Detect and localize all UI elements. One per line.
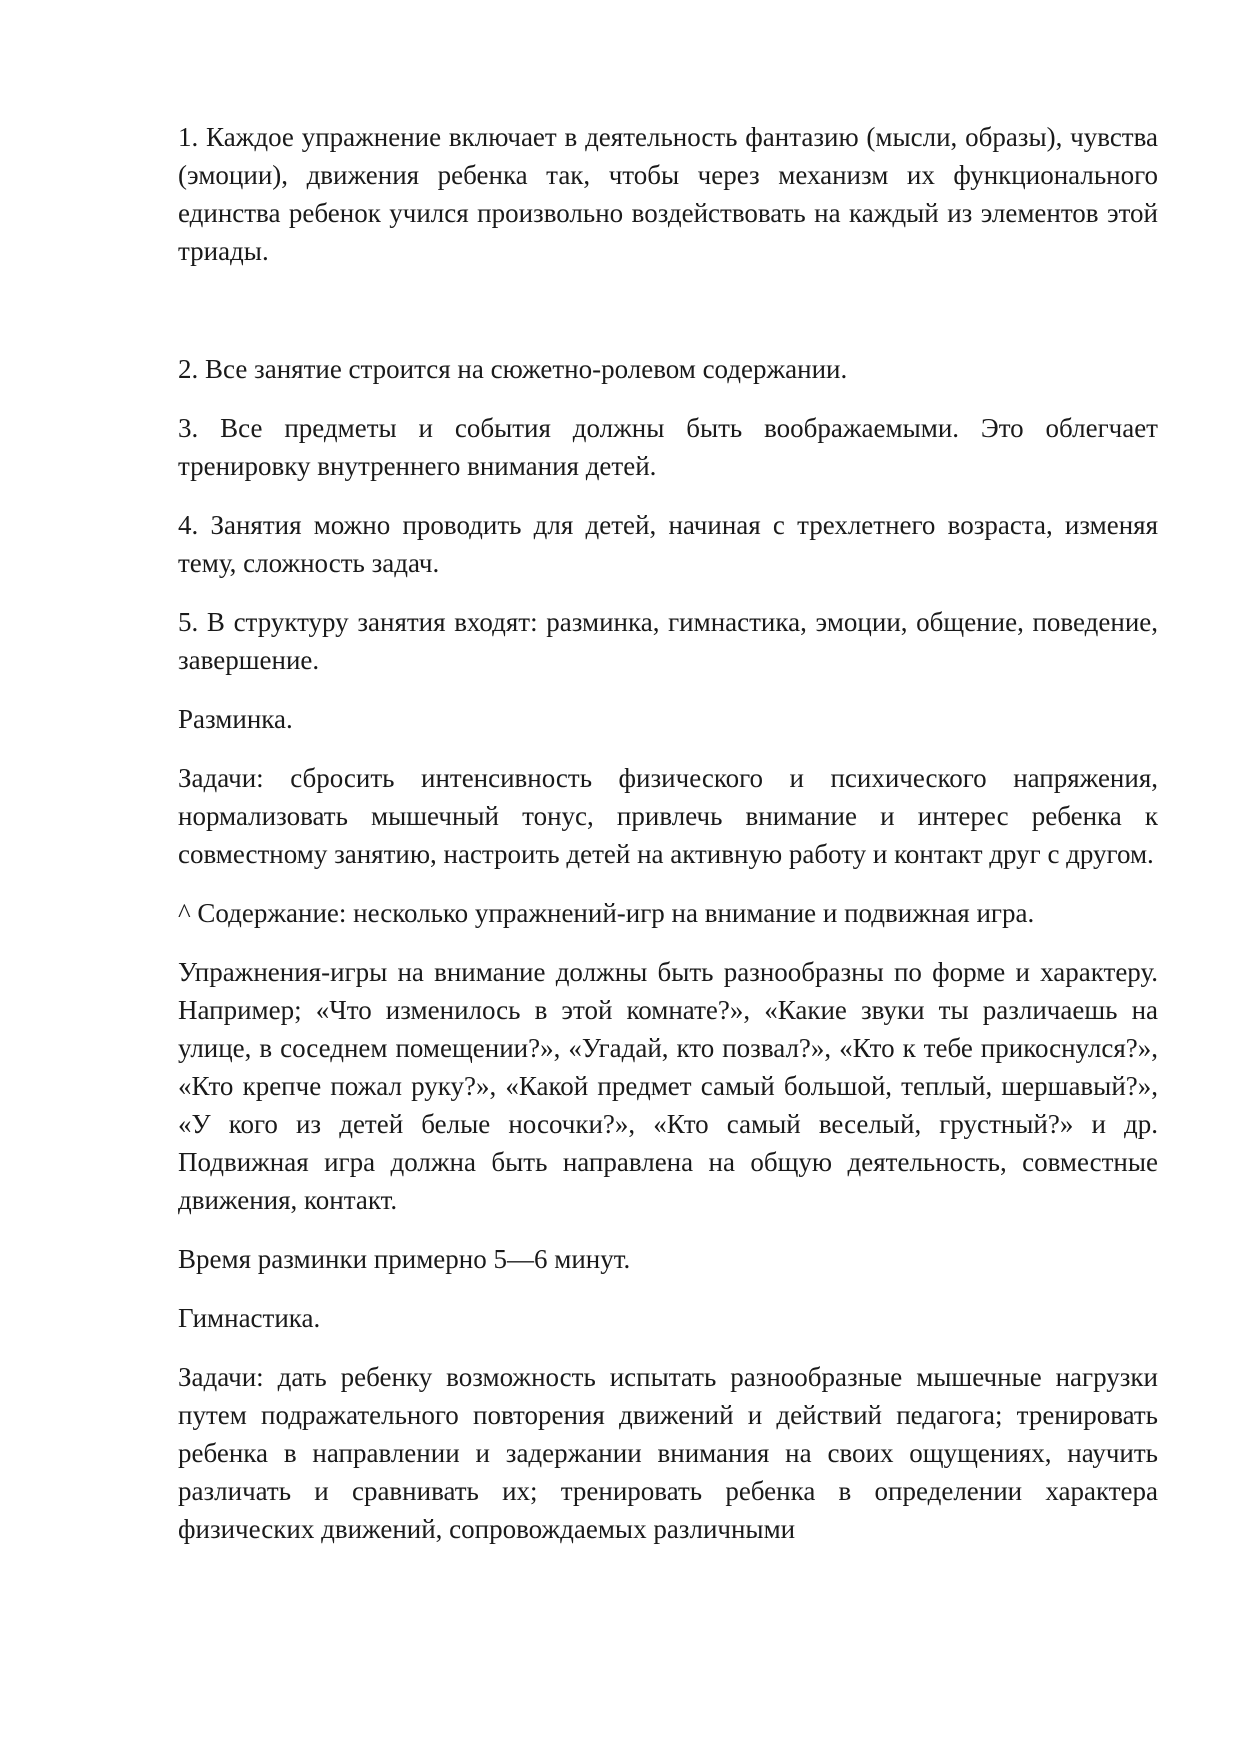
paragraph-item-3: 3. Все предметы и события должны быть воображаемыми. Это облегчает тренировку внутреннего внимания детей.: [178, 413, 1158, 481]
warmup-games-paragraph: Упражнения-игры на внимание должны быть разнообразны по форме и характеру. Например; «Что изменилось в этой комнате?», «Какие звуки ты различаешь на улице, в соседнем помещении?», «Угадай, кто позвал?», «Кто к тебе прикоснулся?», «Кто крепче пожал руку?», «Какой предмет самый большой, теплый, шершавый?», «У кого из детей белые носочки?», «Кто самый веселый, грустный?» и др. Подвижная игра должна быть направлена на общую деятельность, совместные движения, контакт.: [178, 957, 1158, 1215]
paragraph-item-1: 1. Каждое упражнение включает в деятельность фантазию (мысли, образы), чувства (эмоции), движения ребенка так, чтобы через механизм их функционального единства ребенок учился произвольно воздействовать на каждый из элементов этой триады.: [178, 122, 1158, 266]
gymnastics-tasks-paragraph: Задачи: дать ребенку возможность испытать разнообразные мышечные нагрузки путем подражательного повторения движений и действий педагога; тренировать ребенка в направлении и задержании внимания на своих ощущениях, научить различать и сравнивать их; тренировать ребенка в определении характера физических движений, сопровождаемых различными: [178, 1362, 1158, 1544]
warmup-content-paragraph: ^ Содержание: несколько упражнений-игр на внимание и подвижная игра.: [178, 898, 1035, 928]
warmup-tasks-paragraph: Задачи: сбросить интенсивность физического и психического напряжения, нормализовать мышечный тонус, привлечь внимание и интерес ребенка к совместному занятию, настроить детей на активную работу и контакт друг с другом.: [178, 763, 1158, 869]
paragraph-item-2: 2. Все занятие строится на сюжетно-ролевом содержании.: [178, 354, 848, 384]
section-heading-gymnastics: Гимнастика.: [178, 1303, 321, 1333]
paragraph-item-5: 5. В структуру занятия входят: разминка, гимнастика, эмоции, общение, поведение, завершение.: [178, 607, 1158, 675]
document-page: [178, 118, 1158, 1569]
section-heading-warmup: Разминка.: [178, 704, 293, 734]
warmup-time-paragraph: Время разминки примерно 5—6 минут.: [178, 1244, 631, 1274]
paragraph-item-4: 4. Занятия можно проводить для детей, начиная с трехлетнего возраста, изменяя тему, сложность задач.: [178, 510, 1158, 578]
